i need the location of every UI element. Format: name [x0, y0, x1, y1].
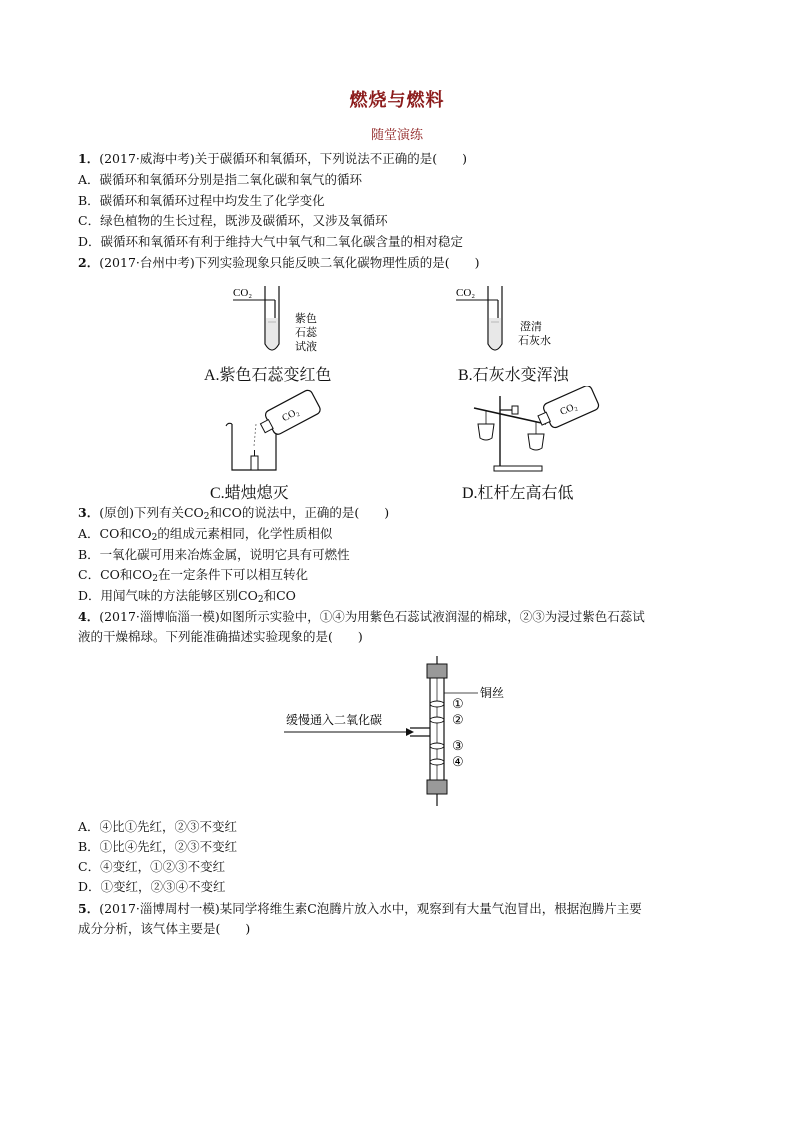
question-1-option-b: B．碳循环和氧循环过程中均发生了化学变化 [78, 193, 325, 208]
stem-text: (2017·威海中考)关于碳循环和氧循环，下列说法不正确的是( ) [99, 151, 467, 166]
section-subtitle: 随堂演练 [370, 128, 423, 143]
stem-text-a: (原创)下列有关CO [99, 505, 204, 520]
option-text-b: 的组成元素相同，化学性质相似 [157, 526, 333, 541]
figure-a-liquid-label-3: 试液 [295, 341, 317, 353]
option-text-a: A．CO和CO [78, 526, 152, 541]
figure-b-liquid-label-1: 澄清 [520, 321, 542, 333]
question-number: 3． [78, 505, 100, 520]
label-1: ① [452, 696, 464, 711]
question-number: 4． [78, 609, 100, 624]
question-1-option-c: C．绿色植物的生长过程，既涉及碳循环，又涉及氧循环 [78, 213, 388, 228]
question-5-stem-line-2: 成分分析，该气体主要是( ) [78, 921, 251, 936]
page-title: 燃烧与燃料 [349, 90, 445, 111]
subscript: 2 [151, 533, 158, 543]
stem-text: (2017·台州中考)下列实验现象只能反映二氧化碳物理性质的是( ) [99, 255, 480, 270]
figure-a-litmus-tube [225, 278, 345, 362]
label-2: ② [452, 712, 464, 727]
question-2-stem [78, 254, 480, 272]
figure-4-inlet-label: 缓慢通入二氧化碳 [286, 713, 383, 727]
question-4-stem-line-2: 液的干燥棉球。下列能准确描述实验现象的是( ) [78, 629, 363, 644]
stem-text: (2017·淄博临淄一模)如图所示实验中，①④为用紫色石蕊试液润湿的棉球，②③为浸过紫色石蕊试 [99, 609, 645, 624]
figure-c-gas-label: CO₂ [280, 406, 301, 425]
cotton-ball-4 [430, 759, 444, 765]
label-3: ③ [452, 738, 464, 753]
question-number: 5． [78, 901, 100, 916]
question-5-stem-line-1 [78, 900, 642, 918]
question-4-option-d: D．①变红，②③④不变红 [78, 879, 226, 894]
stem-text: (2017·淄博周村一模)某同学将维生素C泡腾片放入水中，观察到有大量气泡冒出，根据泡腾片主要 [99, 901, 642, 916]
figure-d-lever [466, 386, 606, 476]
stem-text-b: 和CO的说法中，正确的是( ) [209, 505, 390, 520]
figure-c-caption: C.蜡烛熄灭 [210, 485, 289, 502]
question-4-stem-line-1 [78, 608, 645, 626]
question-3-option-c [78, 566, 308, 584]
question-4-option-c: C．④变红，①②③不变红 [78, 859, 226, 874]
option-text-b: 和CO [263, 588, 296, 603]
figure-4-glass-tube [280, 656, 520, 814]
question-1-option-a: A．碳循环和氧循环分别是指二氧化碳和氧气的循环 [78, 172, 363, 187]
question-3-option-a [78, 525, 332, 543]
figure-b-liquid-label-2: 石灰水 [518, 335, 551, 347]
label-4: ④ [452, 754, 464, 769]
question-number: 2． [78, 255, 100, 270]
figure-b-caption: B.石灰水变浑浊 [458, 367, 569, 384]
figure-d-gas-label: CO₂ [558, 400, 579, 418]
figure-c-candle-beaker [218, 386, 328, 476]
cotton-ball-2 [430, 717, 444, 723]
subscript: 2 [152, 574, 158, 584]
question-4-option-b: B．①比④先红，②③不变红 [78, 839, 238, 854]
figure-a-gas-label: CO₂ [233, 287, 253, 299]
question-number: 1． [78, 151, 100, 166]
option-text-b: 在一定条件下可以相互转化 [157, 567, 308, 582]
subscript: 2 [203, 512, 210, 522]
question-1-stem [78, 150, 467, 168]
figure-b-limewater-tube [448, 278, 568, 362]
figure-4-wire-label: 铜丝 [480, 686, 505, 700]
question-3-option-b: B．一氧化碳可用来冶炼金属，说明它具有可燃性 [78, 547, 350, 562]
figure-d-caption: D.杠杆左高右低 [462, 485, 574, 502]
question-3-option-d [78, 587, 296, 605]
figure-a-liquid-label-1: 紫色 [295, 313, 317, 325]
question-1-option-d: D．碳循环和氧循环有利于维持大气中氧气和二氧化碳含量的相对稳定 [78, 234, 464, 249]
option-text-a: D．用闻气味的方法能够区别CO [78, 588, 258, 603]
cotton-ball-1 [430, 701, 444, 707]
figure-a-caption: A.紫色石蕊变红色 [204, 367, 332, 384]
cotton-ball-3 [430, 743, 444, 749]
question-3-stem [78, 504, 389, 522]
figure-a-liquid-label-2: 石蕊 [295, 327, 317, 339]
subscript: 2 [257, 595, 264, 605]
question-4-option-a: A．④比①先红，②③不变红 [78, 819, 238, 834]
figure-b-gas-label: CO₂ [456, 287, 476, 299]
option-text-a: C．CO和CO [78, 567, 153, 582]
